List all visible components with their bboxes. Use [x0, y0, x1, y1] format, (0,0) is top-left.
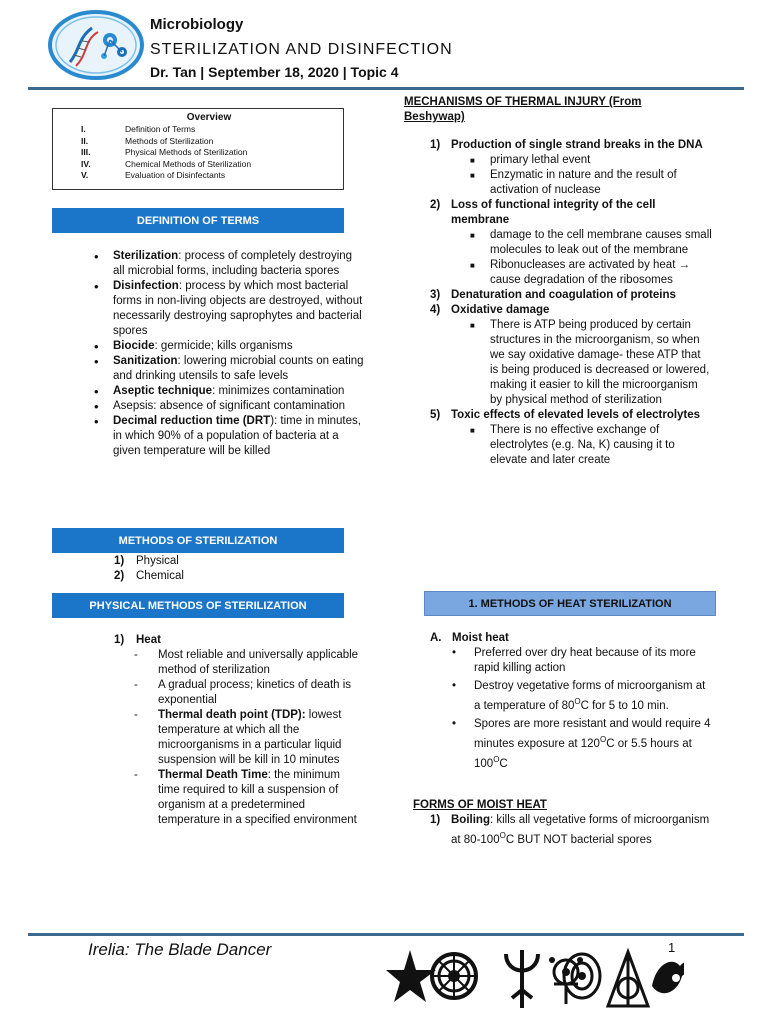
footer-divider	[28, 933, 744, 936]
definition-item: • Asepsis: absence of significant contamination	[94, 399, 364, 414]
page-number: 1	[668, 940, 676, 955]
heat-point: - Most reliable and universally applicable method of sterilization	[134, 649, 359, 676]
definition-item: • Disinfection: process by which most bacterial forms in non-living objects are destroyed, without necessarily destroying saprophytes and bacterial spores	[94, 279, 364, 339]
definition-item: • Sanitization: lowering microbial counts on eating and drinking utensils to safe levels	[94, 354, 364, 384]
moist-heat-point: • Spores are more resistant and would require 4 minutes exposure at $120^OC$ or 5.5 hours at $100^OC$	[452, 717, 711, 770]
course-logo	[48, 10, 144, 80]
heat-point: - A gradual process; kinetics of death is exponential	[134, 679, 352, 706]
overview-box	[52, 108, 344, 190]
footer-symbols	[384, 942, 684, 1012]
moist-heat-forms	[413, 798, 713, 848]
definition-item: • Sterilization: process of completely destroying all microbial forms, including bacteria spores	[94, 249, 364, 279]
mechanism-item: 1) Production of single strand breaks in the DNA ■ primary lethal event ■ Enzymatic in nature and the result of activation of nuclease	[430, 139, 703, 196]
heat-heading: 1) Heat	[114, 634, 161, 646]
heat-point: - Thermal Death Time: the minimum time required to kill a suspension of organism at a predetermined temperature in a specified environment	[134, 769, 357, 826]
definitions-list	[94, 249, 364, 459]
form-item-boiling: 1) Boiling: kills all vegetative forms of microorganism at $80-100^OC$ BUT NOT bacterial spores	[430, 814, 710, 846]
course-name: Microbiology	[150, 16, 244, 33]
mechanism-item: 4) Oxidative damage ■ There is ATP being produced by certain structures in the microorganism, so when we say oxidative damage- these ATP that is being produced is decreased or lowered, making it easier to kill the microorganism by physical method of sterilization	[430, 304, 710, 406]
physical-methods-banner: PHYSICAL METHODS OF STERILIZATION	[52, 593, 344, 618]
overview-item: III. Physical Methods of Sterilization	[81, 147, 248, 157]
moist-heat-heading: A. Moist heat	[430, 632, 509, 644]
overview-item: II. Methods of Sterilization	[81, 135, 214, 146]
footer-title: Irelia: The Blade Dancer	[88, 940, 272, 959]
header-divider	[28, 87, 744, 90]
definition-item: • Decimal reduction time (DRT): time in minutes, in which 90% of a population of bacteria at a given temperature will be killed	[94, 414, 364, 459]
definition-item: • Biocide: germicide; kills organisms	[94, 339, 364, 354]
list-item: 1) Physical	[114, 555, 179, 567]
moist-heat-section	[430, 631, 712, 771]
mechanism-item: 2) Loss of functional integrity of the cell membrane ■ damage to the cell membrane causes small molecules to leak out of the membrane ■ Ribonucleases are activated by heat → cause degradation of the ribosomes	[430, 199, 712, 286]
deathly-hallows-icon	[608, 952, 648, 1006]
dharma-wheel-icon	[432, 954, 476, 998]
overview-item: I. Definition of Terms	[81, 124, 196, 134]
mechanisms-heading: MECHANISMS OF THERMAL INJURY (From Beshywap)	[404, 96, 642, 123]
mechanism-item: 5) Toxic effects of elevated levels of electrolytes ■ There is no effective exchange of electrolytes (e.g. Na, K) causing it to elevate and later create	[430, 409, 701, 466]
heat-sterilization-banner: 1. METHODS OF HEAT STERILIZATION	[424, 591, 716, 616]
list-item: 2) Chemical	[114, 570, 184, 582]
winged-emblem-icon	[652, 962, 684, 993]
document-meta: Dr. Tan | September 18, 2020 | Topic 4	[150, 64, 399, 80]
heat-section	[114, 633, 362, 828]
overview-heading: Overview	[186, 112, 232, 123]
star-icon	[386, 950, 436, 1002]
mechanism-item: 3) Denaturation and coagulation of proteins	[430, 289, 676, 301]
definitions-banner: DEFINITION OF TERMS	[52, 208, 344, 233]
heat-point: - Thermal death point (TDP): lowest temperature at which all the microorganisms in a particular liquid suspension will be kill in 10 minutes	[134, 709, 342, 766]
methods-banner: METHODS OF STERILIZATION	[52, 528, 344, 553]
definition-item: • Aseptic technique: minimizes contamination	[94, 384, 364, 399]
trident-icon	[506, 950, 538, 1008]
document-title: STERILIZATION AND DISINFECTION	[150, 41, 453, 58]
forms-heading: FORMS OF MOIST HEAT	[413, 799, 547, 811]
overview-item: IV. Chemical Methods of Sterilization	[81, 158, 252, 169]
mechanisms-list	[430, 138, 712, 468]
moist-heat-point: • Preferred over dry heat because of its more rapid killing action	[452, 647, 696, 674]
methods-list	[114, 554, 184, 584]
overview-item: V. Evaluation of Disinfectants	[81, 170, 226, 180]
moist-heat-point: • Destroy vegetative forms of microorganism at a temperature of $80^OC$ for 5 to 10 min.	[452, 680, 706, 712]
